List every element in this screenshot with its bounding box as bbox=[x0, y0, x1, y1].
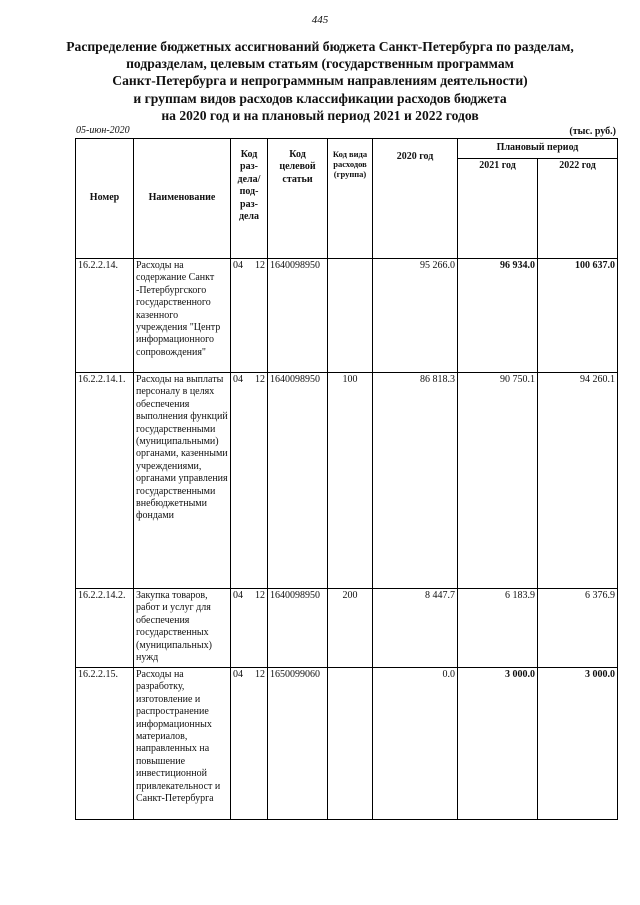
table-row bbox=[76, 668, 618, 820]
header-article: Код целевой статьи bbox=[268, 139, 328, 259]
budget-table bbox=[75, 138, 618, 820]
row-number: 16.2.2.14.2. bbox=[76, 589, 134, 668]
row-section: 04 12 bbox=[231, 589, 268, 668]
row-expense-type: 200 bbox=[328, 589, 373, 668]
title-line: Распределение бюджетных ассигнований бюджета Санкт-Петербурга по разделам, bbox=[66, 39, 574, 54]
row-2021: 96 934.0 bbox=[458, 259, 538, 373]
title-line: на 2020 год и на плановый период 2021 и 2022 годов bbox=[161, 107, 479, 123]
row-section: 04 12 bbox=[231, 668, 268, 820]
row-2022: 94 260.1 bbox=[538, 373, 618, 589]
row-section: 04 12 bbox=[231, 373, 268, 589]
row-section: 04 12 bbox=[231, 259, 268, 373]
title-line: и группам видов расходов классификации расходов бюджета bbox=[133, 90, 507, 106]
row-2022: 3 000.0 bbox=[538, 668, 618, 820]
row-number: 16.2.2.14. bbox=[76, 259, 134, 373]
header-2021: 2021 год bbox=[458, 159, 538, 259]
row-article: 1640098950 bbox=[268, 589, 328, 668]
row-2020: 0.0 bbox=[373, 668, 458, 820]
row-2021: 90 750.1 bbox=[458, 373, 538, 589]
row-2022: 100 637.0 bbox=[538, 259, 618, 373]
units-label: (тыс. руб.) bbox=[569, 126, 616, 137]
row-2020: 95 266.0 bbox=[373, 259, 458, 373]
header-planned-period: Плановый период bbox=[458, 139, 618, 159]
row-2020: 8 447.7 bbox=[373, 589, 458, 668]
title-line: подразделам, целевым статьям (государственным программам bbox=[126, 56, 514, 72]
row-name: Расходы на разработку, изготовление и распространение информационных материалов, направленных на повышение инвестиционной привлекательност и Санкт-Петербурга bbox=[134, 668, 231, 820]
title-line: Санкт-Петербурга и непрограммным направлениям деятельности) bbox=[112, 73, 528, 89]
row-expense-type bbox=[328, 259, 373, 373]
header-2022: 2022 год bbox=[538, 159, 618, 259]
row-2020: 86 818.3 bbox=[373, 373, 458, 589]
document-title bbox=[60, 38, 580, 124]
header-name: Наименование bbox=[134, 139, 231, 259]
table-row bbox=[76, 589, 618, 668]
row-expense-type bbox=[328, 668, 373, 820]
table-row bbox=[76, 259, 618, 373]
row-number: 16.2.2.14.1. bbox=[76, 373, 134, 589]
row-article: 1650099060 bbox=[268, 668, 328, 820]
header-expense-type: Код вида расходов (группа) bbox=[328, 139, 373, 259]
row-2021: 6 183.9 bbox=[458, 589, 538, 668]
row-2021: 3 000.0 bbox=[458, 668, 538, 820]
date-stamp: 05-июн-2020 bbox=[76, 125, 130, 136]
row-name: Расходы на выплаты персоналу в целях обеспечения выполнения функций государственными (муниципальными) органами, казенными учреждениями, органами управления государственными внебюджетными фондами bbox=[134, 373, 231, 589]
page-number: 445 bbox=[311, 14, 329, 26]
table-row bbox=[76, 373, 618, 589]
header-number: Номер bbox=[76, 139, 134, 259]
header-section: Код раз-дела/ под-раз-дела bbox=[231, 139, 268, 259]
header-2020: 2020 год bbox=[373, 139, 458, 259]
row-name: Закупка товаров, работ и услуг для обеспечения государственных (муниципальных) нужд bbox=[134, 589, 231, 668]
row-2022: 6 376.9 bbox=[538, 589, 618, 668]
row-article: 1640098950 bbox=[268, 373, 328, 589]
row-expense-type: 100 bbox=[328, 373, 373, 589]
row-name: Расходы на содержание Санкт -Петербургского государственного казенного учреждения "Центр информационного сопровождения" bbox=[134, 259, 231, 373]
row-article: 1640098950 bbox=[268, 259, 328, 373]
row-number: 16.2.2.15. bbox=[76, 668, 134, 820]
